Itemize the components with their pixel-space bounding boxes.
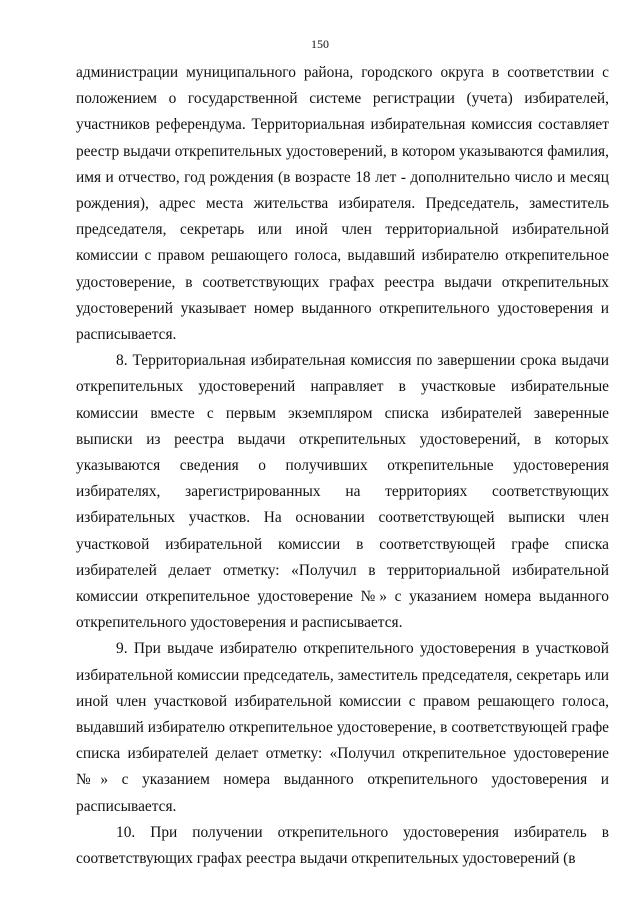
paragraph-item-10: 10. При получении открепительного удостоверения избиратель в соответствующих графах реестра выдачи открепительных удостоверений (в <box>76 823 609 868</box>
paragraph-continuation: администрации муниципального района, городского округа в соответствии с положением о государственной системе регистрации (учета) избирателей, участников референдума. Территориальная избирательная комиссия составляет реестр выдачи открепительных удостоверений, в котором указываются фамилия, имя и отчество, год рождения (в возрасте 18 лет - дополнительно число и месяц рождения), адрес места жительства избирателя. Председатель, заместитель председателя, секретарь или иной член территориальной избирательной комиссии с правом решающего голоса, выдавший избирателю открепительное удостоверение, в соответствующих графах реестра выдачи открепительных удостоверений указывает номер выданного открепительного удостоверения и расписывается. <box>76 64 609 344</box>
page-number: 150 <box>311 37 329 51</box>
paragraph-item-9: 9. При выдаче избирателю открепительного удостоверения в участковой избирательной комиссии председатель, заместитель председателя, секретарь или иной член участковой избирательной комиссии с правом решающего голоса, выдавший избирателю открепительное удостоверение, в соответствующей графе списка избирателей делает отметку: «Получил открепительное удостоверение №» с указанием номера выданного открепительного удостоверения и расписывается. <box>76 640 609 815</box>
paragraph-item-8: 8. Территориальная избирательная комиссия по завершении срока выдачи открепительных удостоверений направляет в участковые избирательные комиссии вместе с первым экземпляром списка избирателей заверенные выписки из реестра выдачи открепительных удостоверений, в которых указываются сведения о получивших открепительные удостоверения избирателях, зарегистрированных на территориях соответствующих избирательных участков. На основании соответствующей выписки член участковой избирательной комиссии в соответствующей графе списка избирателей делает отметку: «Получил в территориальной избирательной комиссии открепительное удостоверение №» с указанием номера выданного открепительного удостоверения и расписывается. <box>76 352 609 632</box>
document-body <box>76 60 609 872</box>
